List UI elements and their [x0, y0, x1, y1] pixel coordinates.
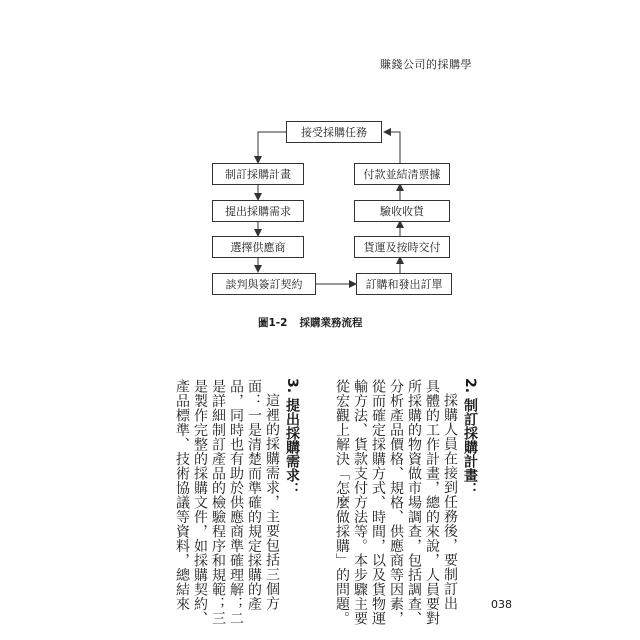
flow-box-left-3: 選擇供應商: [212, 236, 304, 258]
section-2-line-7: 從宏觀上解決「怎麼做採購」的問題。: [334, 379, 350, 626]
section-2-line-1: 採購人員在接到任務後，要制訂出: [442, 393, 458, 611]
flow-box-left-4: 談判與簽訂契約: [212, 273, 316, 295]
section-2-line-3: 所採購的物資做市場調查，包括調查、: [406, 379, 422, 626]
figure-title: 採購業務流程: [299, 317, 363, 329]
section-2-line-5: 從而確定採購方式、時間，以及貨物運: [370, 379, 386, 626]
section-2-line-2: 具體的工作計畫，總的來說，人員要對: [424, 379, 440, 626]
flow-box-right-4: 訂購和發出訂單: [356, 273, 452, 295]
section-3-line-4: 是詳細制訂產品的檢驗程序和規範；三: [210, 379, 226, 626]
running-title: 賺錢公司的採購學: [380, 58, 472, 71]
arrow-pay-to-top: [384, 132, 400, 163]
section-3-line-3: 品，同時也有助於供應商準確理解；二: [228, 379, 244, 626]
section-3-line-1: 這裡的採購需求，主要包括三個方: [264, 393, 280, 611]
section-2-line-6: 輸方法、貨款支付方法等。本步驟主要: [352, 379, 368, 626]
flow-box-right-2: 驗收收貨: [354, 200, 450, 222]
flow-box-right-1: 付款並結清票據: [354, 163, 450, 185]
section-2-heading: 2. 制訂採購計畫：: [462, 378, 478, 496]
flow-box-right-3: 貨運及按時交付: [354, 236, 450, 258]
figure-caption: [258, 315, 362, 330]
section-3-line-5: 是製作完整的採購文件，如採購契約、: [192, 379, 208, 626]
flow-box-left-2: 提出採購需求: [212, 200, 304, 222]
section-3-line-6: 產品標準、技術協議等資料，總結來: [174, 379, 190, 611]
flow-box-left-1: 制訂採購計畫: [212, 163, 304, 185]
figure-label: 圖1-2: [258, 317, 288, 329]
flow-box-top: 接受採購任務: [286, 121, 382, 143]
section-3-heading: 3. 提出採購需求：: [284, 378, 300, 496]
section-3-line-2: 面：一是清楚而準確的規定採購的產: [246, 379, 262, 611]
arrow-top-to-plan: [258, 132, 286, 163]
page-number: 038: [491, 598, 512, 611]
section-2-line-4: 分析產品價格、規格、供應商等因素，: [388, 379, 404, 626]
